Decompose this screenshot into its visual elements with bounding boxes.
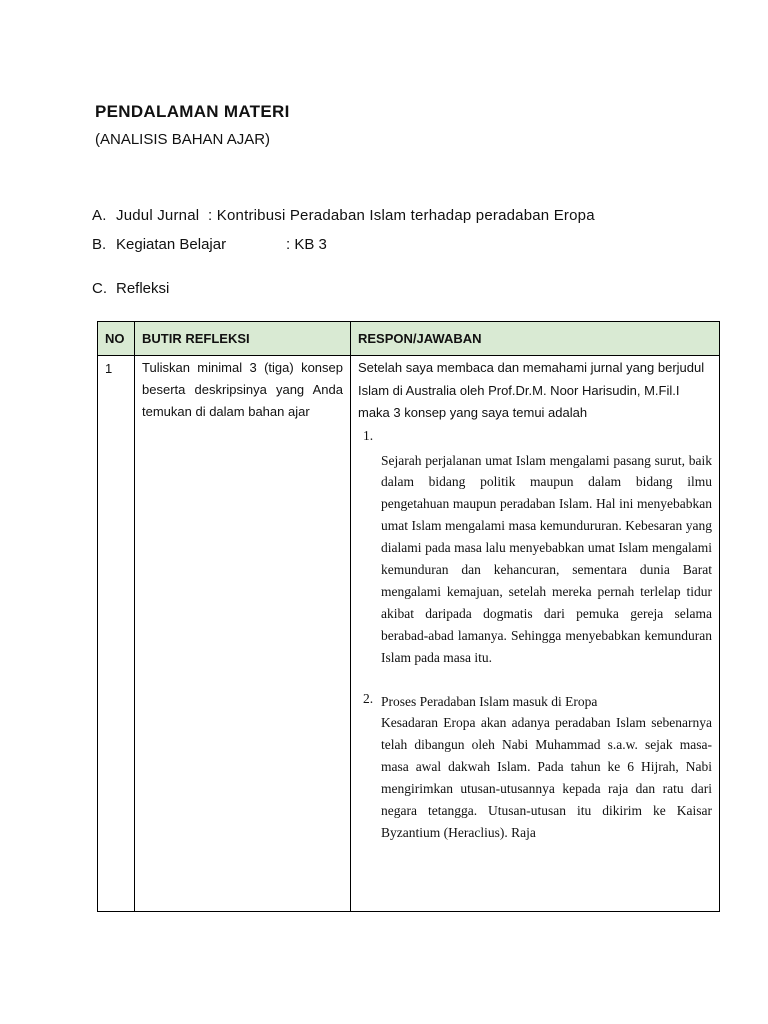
list-number: 1. xyxy=(363,427,374,443)
butir-text: Tuliskan minimal 3 (tiga) konsep beserta deskripsinya yang Anda temukan di dalam bahan ajar xyxy=(142,360,343,419)
table-row xyxy=(98,356,720,912)
list-number: 2. xyxy=(363,690,374,706)
document-subtitle: (ANALISIS BAHAN AJAR) xyxy=(95,131,271,148)
item-value: : Kontribusi Peradaban Islam terhadap peradaban Eropa xyxy=(208,207,595,224)
point-text: Sejarah perjalanan umat Islam mengalami pasang surut, baik dalam bidang politik maupun dalam bidang ilmu pengetahuan maupun peradaban Islam. Hal ini menyebabkan umat Islam mengalami masa kemundururan. Kebesaran yang dialami pada masa lalu menyebabkan umat Islam mengalami kemunduran dan kehancuran, sementara dunia Barat mengalami kemajuan, setelah mereka pernah terlelap tidur akibat daripada dogmatis dari pemuka gereja selama berabad-abad lamanya. Sehingga menyebabkan kemunduran Islam pada masa itu. xyxy=(381,452,712,665)
response-intro: Setelah saya membaca dan memahami jurnal yang berjudul Islam di Australia oleh Prof.Dr.M. Noor Harisudin, M.Fil.I maka 3 konsep yang saya temui adalah xyxy=(358,360,705,420)
butir-cell xyxy=(135,356,351,912)
item-letter: C. xyxy=(92,280,107,297)
item-label: Judul Jurnal xyxy=(116,207,200,224)
item-letter: A. xyxy=(92,207,107,224)
response-list xyxy=(351,428,719,844)
item-judul-jurnal xyxy=(92,207,595,224)
item-letter: B. xyxy=(92,236,107,253)
item-value: : KB 3 xyxy=(286,236,327,253)
row-number: 1 xyxy=(98,356,135,912)
header-butir-refleksi: BUTIR REFLEKSI xyxy=(135,322,351,356)
document-title: PENDALAMAN MATERI xyxy=(95,102,290,121)
response-cell xyxy=(351,356,720,912)
list-item xyxy=(351,428,719,669)
list-item xyxy=(351,691,719,844)
point-title: Proses Peradaban Islam masuk di Eropa xyxy=(381,693,598,709)
item-refleksi xyxy=(92,280,169,297)
item-kegiatan-belajar xyxy=(92,236,327,253)
header-respon-jawaban: RESPON/JAWABAN xyxy=(351,322,720,356)
item-label: Kegiatan Belajar xyxy=(116,236,227,253)
table-header-row xyxy=(98,322,720,356)
reflection-table xyxy=(97,321,720,912)
header-no: NO xyxy=(98,322,135,356)
item-label: Refleksi xyxy=(116,280,170,297)
point-text: Kesadaran Eropa akan adanya peradaban Islam sebenarnya telah dibangun oleh Nabi Muhammad s.a.w. sejak masa-masa awal dakwah Islam. Pada tahun ke 6 Hijrah, Nabi mengirimkan utusan-utusannya kepada raja dan ratu dari negara tetangga. Utusan-utusan itu dikirim ke Kaisar Byzantium (Heraclius). Raja xyxy=(381,715,712,840)
